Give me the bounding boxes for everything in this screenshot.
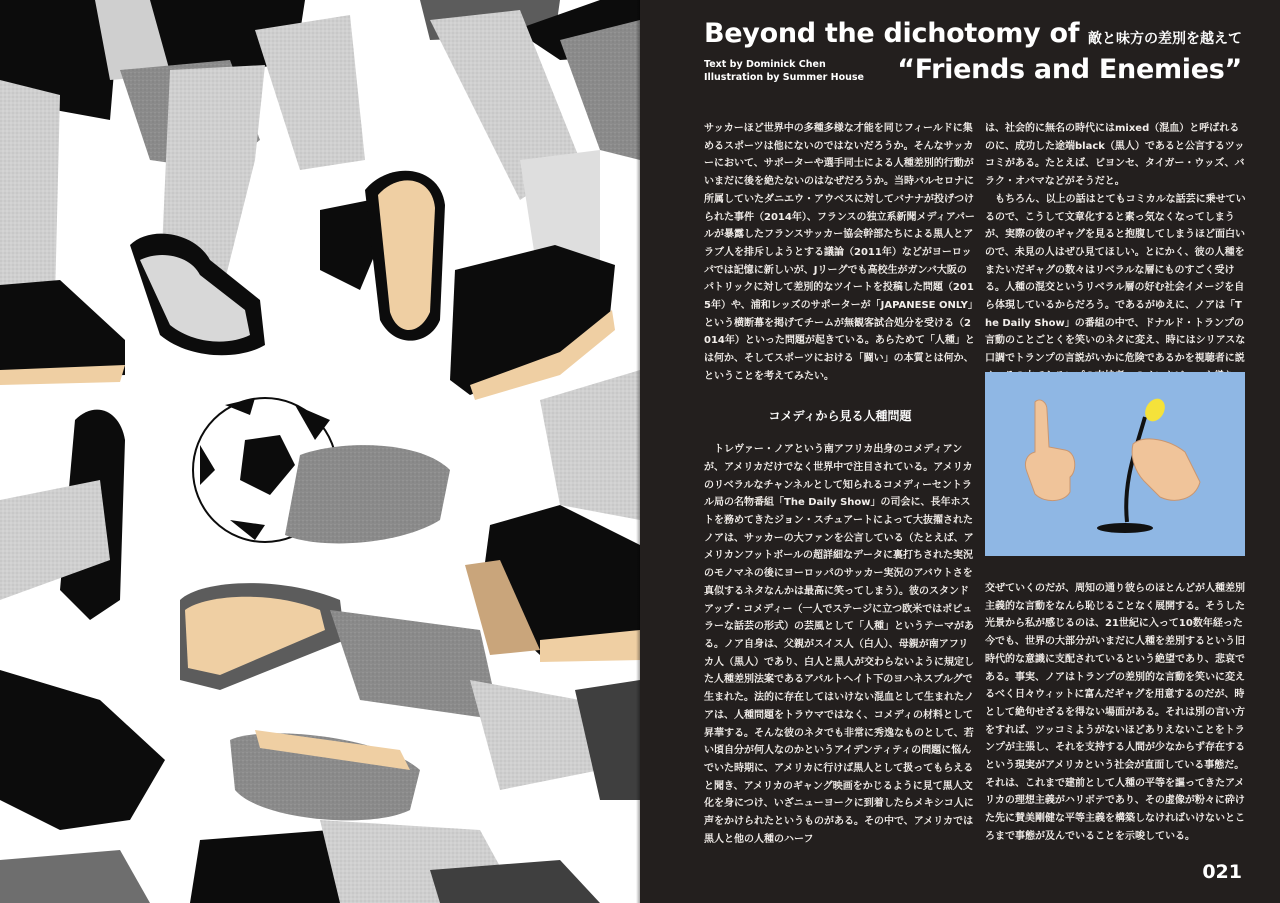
- body-paragraph-3: もちろん、以上の話はとてもコミカルな話芸に乗せているので、こうして文章化すると素っ気なくなってしまうが、実際の彼のギャグを見ると抱腹してしまうほど面白いので、未見の人はぜひ見てほしい。とにかく、彼の人種をまたいだギャグの数々はリベラルな層にものすごく受ける。人種の混交というリベラル層の好む社会イメージを自ら体現しているからだろう。であるがゆえに、ノアは「The Daily Show」の番組の中で、ドナルド・トランプの言動のことごとくを笑いのネタに変え、時にはシリアスな口調でトランプの言説がいかに危険であるかを視聴者に説: [985, 193, 1246, 365]
- article-title-jp: 敵と味方の差別を越えて: [1088, 31, 1242, 47]
- gray-shoe-center: [285, 445, 450, 543]
- article-credits: [704, 58, 864, 84]
- body-paragraph-2: は、社会的に無名の時代にはmixed（混血）と呼ばれるのに、成功した途端black（黒人）であると公言するツッコミがある。たとえば、ビヨンセ、タイガー・ウッズ、バラク・オバマなどがそうだと。: [985, 123, 1245, 188]
- body-paragraph-4: 交ぜていくのだが、周知の通り彼らのほとんどが人種差別主義的な言動をなんら恥じることなく展開する。そうした光景から私が感じるのは、21世紀に入って10数年経った今でも、世界の大部分がいまだに人種を差別するという旧時代的な意識に支配されているという絶望であり、悲哀である。事実、ノアはトランプの差別的な言動を笑いに変えるべく日々ウィットに富んだギャグを用意するのだが、時として絶句せざるを得ない場面がある。それは別の言い方をすれば、ツッコミようがないほどありえないことをトランプが主張し、それを支持する人間が少なからず存在するという現実がアメリカという社会が直面している事態だ。それは、これまで建前として人種の平等を謳ってきたアメリカの理想主義がハリボテであり、その虚像が粉々に砕けた先に賛美剛健な平等主義を構築しなければいけないところまで事態が及んでいることを示唆している。: [985, 583, 1245, 842]
- hand-microphone-svg: [985, 372, 1245, 556]
- article-title-en-line2: “Friends and Enemies”: [897, 54, 1242, 85]
- leg-left-upper: [0, 80, 60, 305]
- body-paragraph-1: トレヴァー・ノアという南アフリカ出身のコメディアンが、アメリカだけでなく世界中で注目されている。アメリカのリベラルなチャンネルとして知られるコメディーセントラル局の名物番組「The Daily Show」の司会に、長年ホストを務めてきたジョン・スチュアートによって大抜擢されたノアは、サッカーの大ファンを公言している（たとえば、アメリカンフットボールの超詳細なデータに裏打ちされた実況のモノマネの後にヨーロッパのサッカー実況のアバウトさを真似するネタなんかは最高に笑ってしまう）。彼のスタンドアップ・コメディー（一人でステージに立つ欧米ではポピュラーな話芸の形式）の芸風として「人種」というテーマがある。ノア自身は、父親がスイス人（白人）、母親が南アフリカ人（黒人）であり、白人と黒人が交わらないように規定した人種差別法案であるアパルトヘイト下のヨハネスブルグで生まれた。法的に存在してはいけない混血として生まれたノアは、人種問題をトラウマではなく、コメディの材料として昇華する。そんな彼のネタでも非常に秀逸なものとして、若い頃自分が何人なのかというアイデンティティの問題に悩んでいた時期に、アメリカに行けば黒人として扱ってもらえると聞き、アメリカのギャング映画をかじるように見て黒人文化を身につけ、いざニューヨークに到着したらメキシコ人に声をかけられたというものがある。その中で、アメリカでは黒人と他の人種のハーフ: [704, 444, 974, 845]
- column-right-top: [985, 120, 1247, 386]
- leg-far-right-top: [560, 20, 640, 160]
- column-left: [704, 120, 976, 848]
- shoe-left-1: [0, 280, 125, 380]
- shoe-bottom-corner: [0, 850, 150, 903]
- leg-bottom-left: [0, 670, 165, 830]
- column-right-bottom: [985, 570, 1247, 856]
- leg-bottom-center: [330, 610, 500, 720]
- credit-text: Text by Dominick Chen: [704, 59, 826, 70]
- page-number: 021: [1202, 861, 1242, 883]
- hand-and-microphone-illustration: [985, 372, 1245, 556]
- intro-paragraph: サッカーほど世界中の多種多様な才能を同じフィールドに集めるスポーツは他にないのではないだろうか。そんなサッカーにおいて、サポーターや選手同士による人種差別的行動がいまだに後を絶たないのはなぜだろうか。当時バルセロナに所属していたダニエウ・アウベスに対してバナナが投げつけられた事件（2014年）、フランスの独立系新聞メディアパールが暴露したフランスサッカー協会幹部たちによる黒人とアラブ人を排斥しようとする議論（2011年）などがヨーロッパでは記憶に新しいが、Jリーグでも高校生がガンバ大阪のパトリックに対して差別的なツイートを投稿した問題（2015年）や、浦和レッズのサポーターが「JAPANESE ONLY」という横断幕を掲げてチームが無観客試合処分を受ける（2014年）といった問題が起きている。あらためて「人種」とは何か、そしてスポーツにおける「闘い」の本質とは何か、ということを考えてみたい。: [704, 123, 975, 382]
- leg-center-right: [255, 15, 365, 170]
- section-heading: コメディから見る人種問題: [768, 408, 912, 423]
- article-title-en-line1: Beyond the dichotomy of: [704, 18, 1080, 49]
- holding-hand-icon: [1132, 439, 1200, 500]
- leg-right-mid: [540, 370, 640, 520]
- finger-hand-icon: [1025, 400, 1074, 501]
- mic-base: [1097, 523, 1153, 533]
- credit-illustration: Illustration by Summer House: [704, 72, 864, 83]
- right-page-article: [640, 0, 1280, 903]
